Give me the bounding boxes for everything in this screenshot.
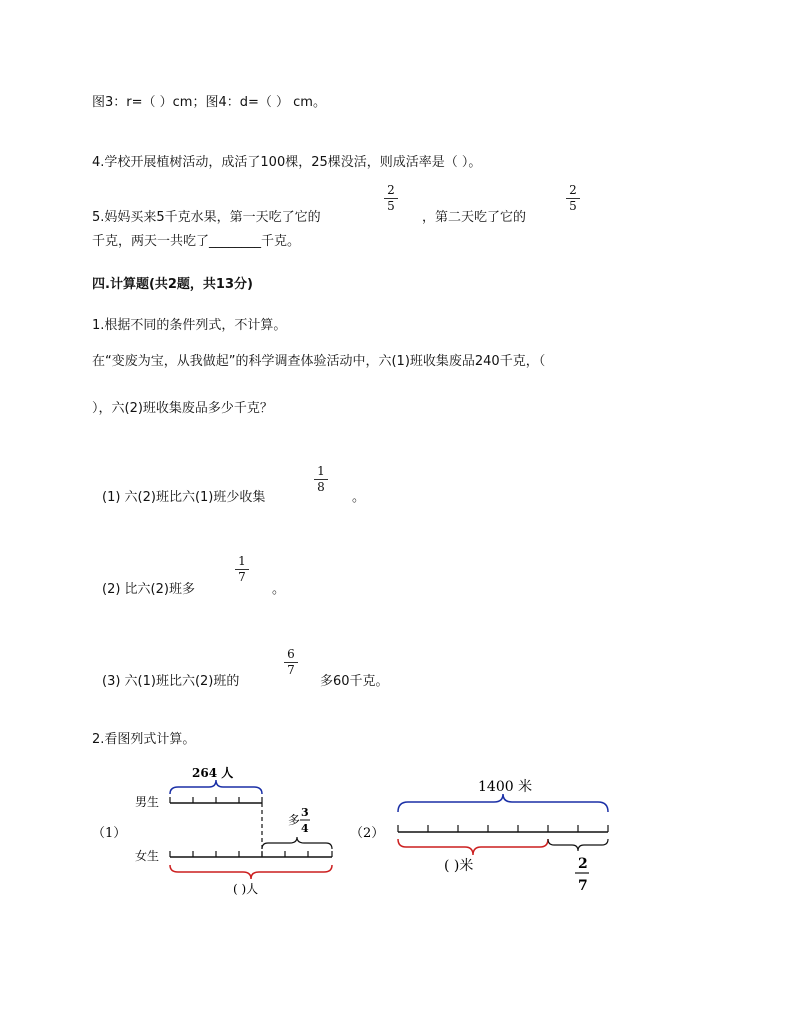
- fraction-numerator: 2: [569, 183, 577, 197]
- diagram-1-more-numerator: 3: [301, 806, 309, 819]
- fraction-denominator: 7: [238, 570, 246, 584]
- calc-1-option-3: (3) 六(1)班比六(2)班的: [102, 674, 240, 689]
- calc-2-title: 2.看图列式计算。: [92, 732, 196, 747]
- diagram-2-part-denominator: 7: [578, 878, 588, 894]
- diagram-1-total-label: 264 人: [192, 766, 234, 780]
- diagram-1-total-brace: [170, 780, 262, 794]
- diagram-1-girls-ticks: [170, 851, 332, 857]
- calc-1-option-1-end: 。: [352, 490, 366, 505]
- diagram-2-total-label: 1400 米: [478, 779, 533, 795]
- calc-1-option-2: (2) 比六(2)班多: [102, 582, 195, 597]
- calc-1-option-2-end: 。: [272, 582, 286, 597]
- section-4-heading: 四.计算题(共2题，共13分): [92, 277, 253, 292]
- fraction-numerator: 6: [287, 647, 295, 661]
- question-5-part-a: 5.妈妈买来5千克水果，第一天吃了它的: [92, 210, 321, 225]
- diagram-1-extra-brace: [262, 837, 332, 849]
- fraction-denominator: 5: [569, 199, 577, 213]
- diagram-2-part-numerator: 2: [578, 856, 588, 872]
- diagram-2-answer: ( )米: [444, 858, 474, 874]
- fraction-numerator: 2: [387, 183, 395, 197]
- figure-3-4-line: 图3：r=（ ）cm；图4：d=（ ） cm。: [92, 95, 326, 110]
- diagram-1-boys-label: 男生: [135, 795, 160, 809]
- calc-1-text-line1: 在“变废为宝，从我做起”的科学调查体验活动中，六(1)班收集废品240千克，（: [92, 354, 546, 369]
- diagram-1-more-label: 多: [288, 813, 301, 827]
- calc-1-option-3-end: 多60千克。: [320, 674, 389, 689]
- diagram-1-boys-ticks: [170, 797, 262, 803]
- calc-1-option-1: (1) 六(2)班比六(1)班少收集: [102, 490, 266, 505]
- diagram-1-index: （1）: [92, 826, 127, 841]
- diagram-2-index: （2）: [350, 826, 385, 841]
- fraction-denominator: 7: [287, 663, 295, 677]
- question-5-part-b: ，第二天吃了它的: [422, 210, 527, 225]
- question-5-part-c: 千克，两天一共吃了________千克。: [92, 234, 301, 249]
- fraction-numerator: 1: [317, 464, 325, 478]
- diagram-2-answer-brace: [398, 839, 548, 855]
- diagram-2-part-brace: [548, 839, 608, 851]
- calc-1-text-line2: ），六(2)班收集废品多少千克？: [92, 401, 273, 416]
- fraction-denominator: 8: [317, 480, 325, 494]
- diagram-1-answer-brace: [170, 865, 332, 879]
- fraction-denominator: 5: [387, 199, 395, 213]
- fraction-numerator: 1: [238, 554, 246, 568]
- diagram-1-girls-label: 女生: [135, 849, 160, 863]
- diagram-2-total-brace: [398, 794, 608, 812]
- calc-1-title: 1.根据不同的条件列式，不计算。: [92, 318, 287, 333]
- diagram-2-ticks: [398, 825, 608, 832]
- diagram-1-more-denominator: 4: [301, 822, 309, 835]
- diagram-1-answer: ( )人: [233, 882, 259, 896]
- question-4: 4.学校开展植树活动，成活了100棵，25棵没活，则成活率是（ ）。: [92, 155, 482, 170]
